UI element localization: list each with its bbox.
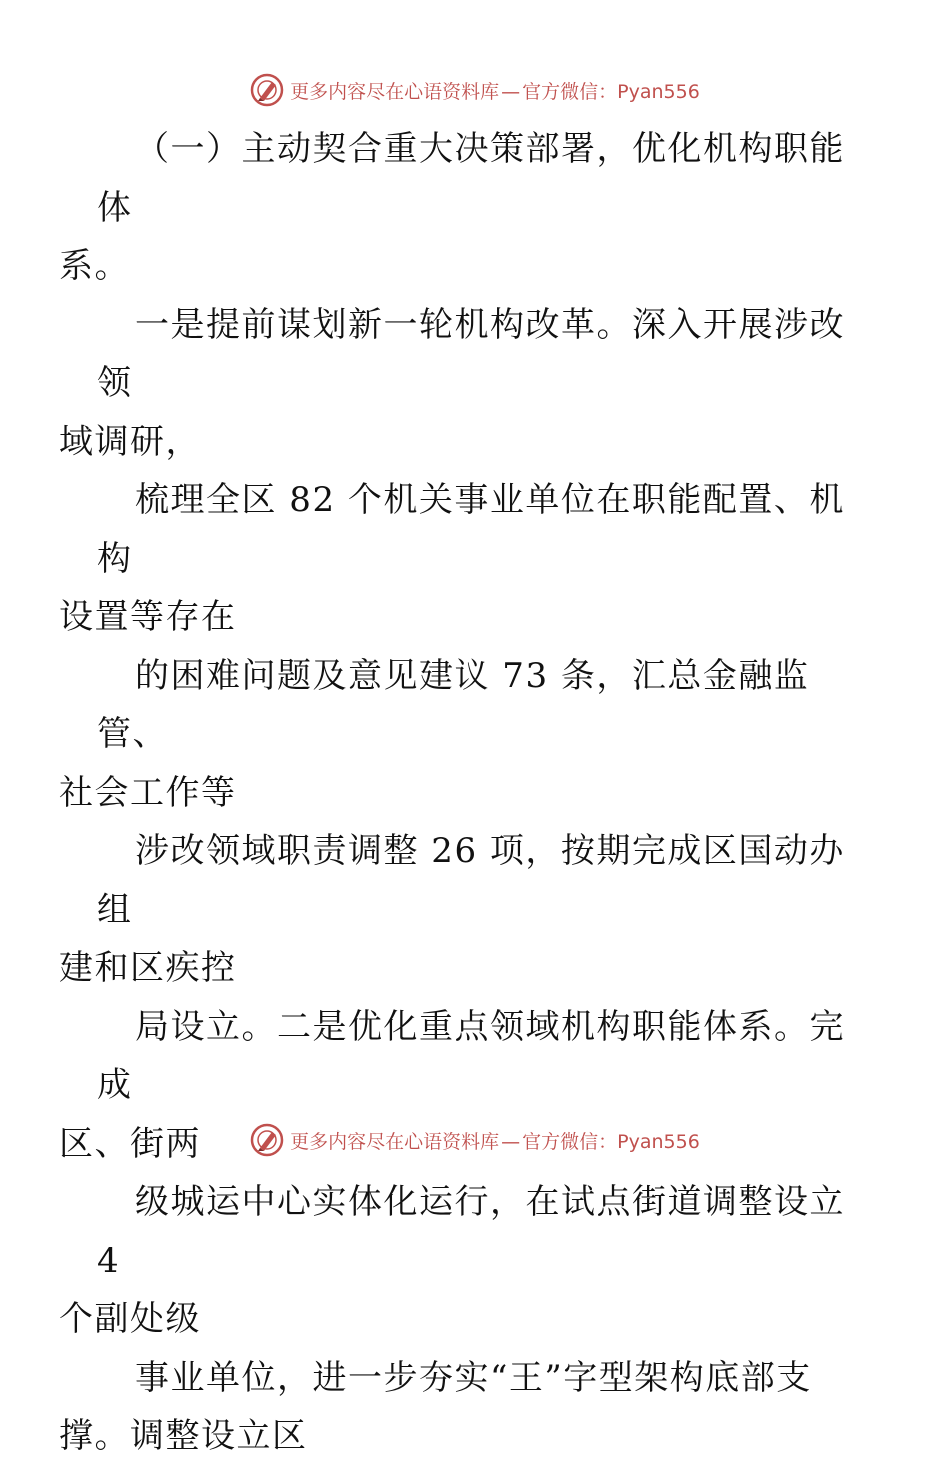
paragraph-4: 的困难问题及意见建议 73 条，汇总金融监管、 社会工作等 (59, 655, 810, 813)
watermark-contact-text: 官方微信：Pyan556 (522, 1130, 700, 1153)
paragraph-3: 梳理全区 82 个机关事业单位在职能配置、机构 设置等存在 (59, 480, 845, 637)
document-body (59, 120, 853, 1466)
watermark-separator: — (501, 1130, 521, 1153)
watermark-contact-text: 官方微信：Pyan556 (522, 80, 700, 103)
watermark-header (0, 72, 950, 108)
paragraph-6: 局设立。二是优化重点领域机构职能体系。完成 区、街两 (59, 1006, 845, 1164)
watermark-separator: — (501, 80, 521, 103)
paragraph-2: 一是提前谋划新一轮机构改革。深入开展涉改领 域调研， (59, 304, 845, 462)
paragraph-8: 事业单位，进一步夯实“王”字型架构底部支 撑。调整设立区 (59, 1357, 812, 1456)
pen-logo-icon (250, 1123, 284, 1157)
paragraph-1: （一）主动契合重大决策部署，优化机构职能体 系。 (59, 129, 845, 286)
watermark-footer (0, 1122, 950, 1158)
pen-logo-icon (250, 73, 284, 107)
watermark-site-text: 更多内容尽在心语资料库 (290, 80, 500, 103)
paragraph-5: 涉改领域职责调整 26 项，按期完成区国动办组 建和区疾控 (59, 831, 845, 988)
watermark-site-text: 更多内容尽在心语资料库 (290, 1130, 500, 1153)
paragraph-7: 级城运中心实体化运行，在试点街道调整设立 4 个副处级 (59, 1182, 845, 1339)
